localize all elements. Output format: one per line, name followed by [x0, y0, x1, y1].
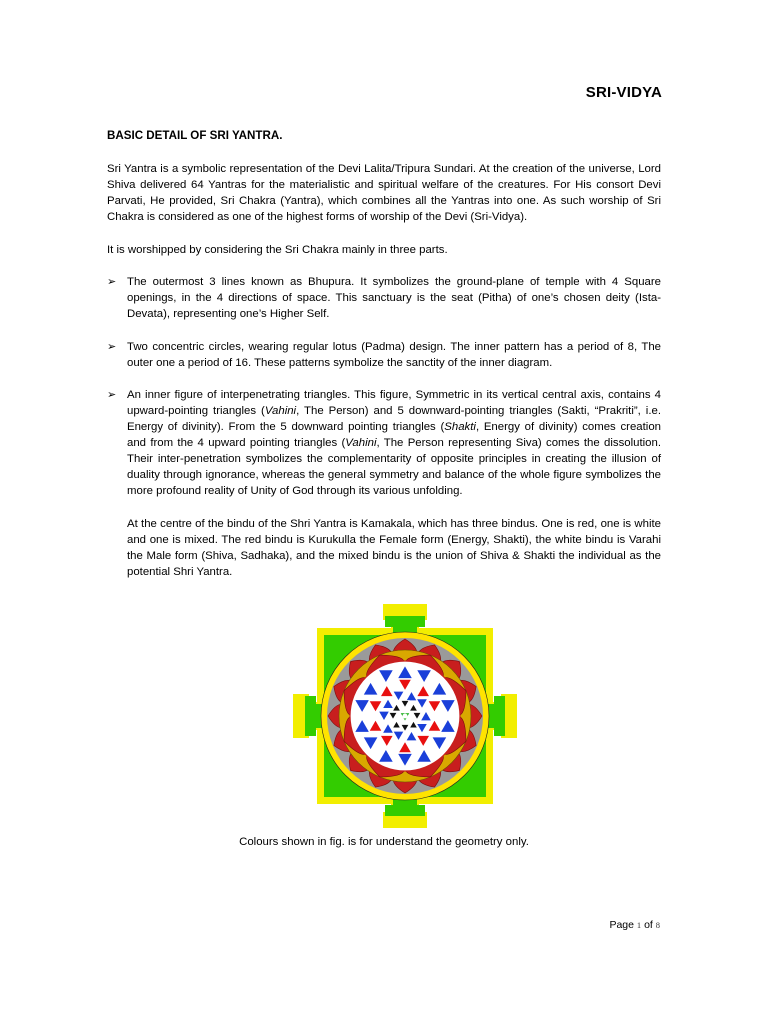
section-heading: BASIC DETAIL OF SRI YANTRA.	[107, 129, 283, 142]
paragraph-kamakala: At the centre of the bindu of the Shri Yantra is Kamakala, which has three bindus. One is red, one is white and one is mixed. The red bindu is Kurukulla the Female form (Energy, Shakti), the white bindu is Varahi the Male form (Shiva, Sadhaka), and the mixed bindu is the union of Shiva & Shakti the individual as the potential Shri Yantra.	[127, 518, 661, 578]
bindu	[403, 714, 408, 719]
page-number: 1	[636, 920, 642, 930]
list-item-text: Two concentric circles, wearing regular lotus (Padma) design. The inner pattern has a period of 8, The outer one a period of 16. These patterns symbolize the sanctity of the inner diagram.	[127, 341, 661, 369]
paragraph-intro: Sri Yantra is a symbolic representation of the Devi Lalita/Tripura Sundari. At the creation of the universe, Lord Shiva delivered 64 Yantras for the materialistic and spiritual welfare of the creatures. For His consort Devi Parvati, He provided, Sri Chakra (Yantra), which combines all the Yantras into one. As such worship of Sri Chakra is considered as one of the highest forms of worship of the Devi (Sri-Vidya).	[107, 163, 661, 223]
sri-yantra-diagram	[293, 604, 517, 828]
document-title: SRI-VIDYA	[585, 84, 662, 101]
arrow-bullet-icon: ➢	[107, 389, 117, 401]
document-body	[107, 128, 661, 580]
list-item-bhupura	[107, 274, 661, 322]
emphasis-vahini: Vahini	[264, 405, 297, 417]
list-item-circles	[107, 339, 661, 371]
list-item-text: The outermost 3 lines known as Bhupura. It symbolizes the ground-plane of temple with 4 Square openings, in the 4 directions of space. This sanctuary is the seat (Pitha) of one’s chosen deity (Ista-Devata), representing one’s Higher Self.	[127, 276, 661, 320]
sri-yantra-figure	[293, 604, 517, 828]
list-item-text: An inner figure of interpenetrating triangles. This figure, Symmetric in its vertical central axis, contains 4 upward-pointing triangles (Vahini, The Person) and 5 downward-pointing triangles (Sakti, “Prakriti”, i.e. Energy of divinity). From the 5 downward pointing triangles (Shakti, Energy of divinity) comes creation and from the 4 upward pointing triangles (Vahini, The Person representing Siva) comes the dissolution. Their inter-penetration symbolizes the complementarity of opposite principles in creating the illusion of duality through ignorance, whereas the general symmetry and balance of the whole figure symbolizes the more profound reality of Unity of God through its various unfolding.	[127, 389, 661, 497]
page-footer	[609, 919, 660, 931]
total-pages: 8	[655, 920, 660, 930]
emphasis-shakti: Shakti	[444, 421, 476, 433]
figure-caption: Colours shown in fig. is for understand the geometry only.	[239, 836, 529, 848]
of-label: of	[644, 919, 653, 931]
list-item-triangles	[107, 387, 661, 499]
emphasis-vahini: Vahini	[345, 437, 377, 449]
arrow-bullet-icon: ➢	[107, 341, 117, 353]
paragraph-three-parts: It is worshipped by considering the Sri Chakra mainly in three parts.	[107, 244, 448, 256]
arrow-bullet-icon: ➢	[107, 276, 117, 288]
page-label: Page	[609, 919, 634, 931]
